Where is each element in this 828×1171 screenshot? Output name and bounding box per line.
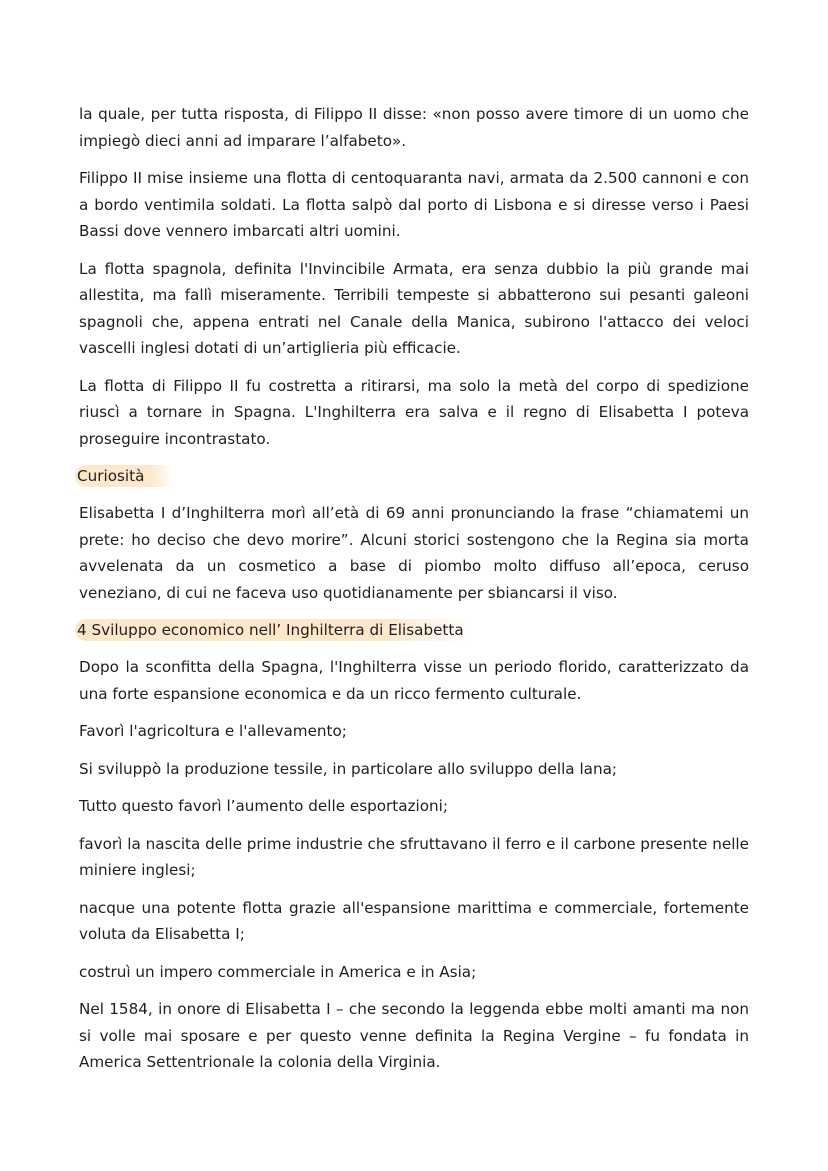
paragraph-elizabeth-quote: la quale, per tutta risposta, di Filippo II disse: «non posso avere timore di un uomo che impiegò dieci anni ad imparare l’alfabeto». bbox=[79, 105, 749, 150]
list-item-textile: Si sviluppò la produzione tessile, in particolare allo sviluppo della lana; bbox=[79, 759, 618, 778]
list-item-agriculture: Favorì l'agricoltura e l'allevamento; bbox=[79, 722, 347, 740]
paragraph-fleet-retreat: La flotta di Filippo II fu costretta a ritirarsi, ma solo la metà del corpo di spedizione riuscì a tornare in Spagna. L'Inghilterra era salva e il regno di Elisabetta I poteva proseguire incontrastato. bbox=[79, 376, 749, 448]
paragraph-invincible-armada: La flotta spagnola, definita l'Invincibile Armata, era senza dubbio la più grande mai allestita, ma fallì miseramente. Terribili tempeste si abbatterono sui pesanti galeoni spagnoli che, appena entrati nel Canale della Manica, subirono l'attacco dei veloci vascelli inglesi dotati di un’artiglieria più efficacie. bbox=[79, 259, 749, 357]
document-page bbox=[79, 101, 749, 1087]
list-item-industry: favorì la nascita delle prime industrie che sfruttavano il ferro e il carbone presente nelle miniere inglesi; bbox=[79, 834, 749, 879]
paragraph-virginia: Nel 1584, in onore di Elisabetta I – che secondo la leggenda ebbe molti amanti ma non si volle mai sposare e per questo venne definita la Regina Vergine – fu fondata in America Settentrionale la colonia della Virginia. bbox=[79, 1000, 749, 1071]
list-item-fleet: nacque una potente flotta grazie all'espansione marittima e commerciale, fortemente voluta da Elisabetta I; bbox=[79, 898, 749, 943]
heading-section-4: 4 Sviluppo economico nell’ Inghilterra di Elisabetta bbox=[75, 619, 473, 641]
paragraph-curiosita: Elisabetta I d’Inghilterra morì all’età di 69 anni pronunciando la frase “chiamatemi un prete: ho deciso che devo morire”. Alcuni storici sostengono che la Regina sia morta avvelenata da un cosmetico a base di piombo molto diffuso all’epoca, ceruso veneziano, di cui ne faceva uso quotidianamente per sbiancarsi il viso. bbox=[79, 504, 749, 602]
paragraph-fleet-assembly: Filippo II mise insieme una flotta di centoquaranta navi, armata da 2.500 cannoni e con a bordo ventimila soldati. La flotta salpò dal porto di Lisbona e si diresse verso i Paesi Bassi dove vennero imbarcati altri uomini. bbox=[79, 169, 749, 240]
list-item-empire: costruì un impero commerciale in America e in Asia; bbox=[79, 962, 477, 981]
paragraph-post-victory: Dopo la sconfitta della Spagna, l'Inghilterra visse un periodo florido, caratterizzato da una forte espansione economica e da un ricco fermento culturale. bbox=[79, 658, 749, 703]
heading-curiosita: Curiosità bbox=[75, 465, 173, 487]
list-item-exports: Tutto questo favorì l’aumento delle esportazioni; bbox=[79, 797, 448, 815]
